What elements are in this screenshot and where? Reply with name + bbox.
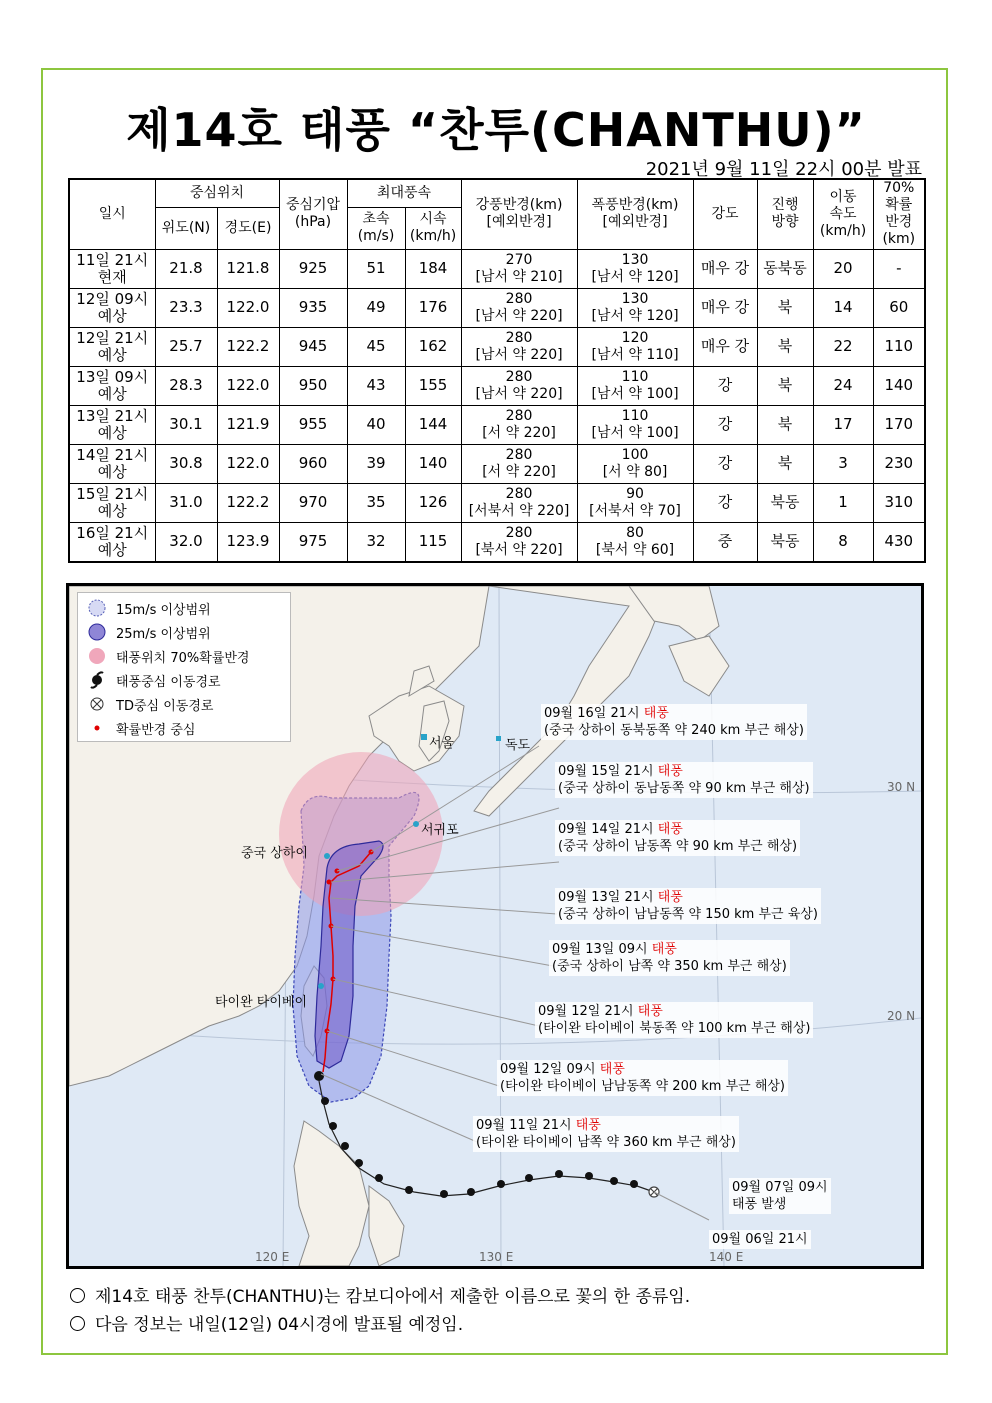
cell-intensity: 매우 강	[693, 249, 757, 288]
circle-bullet-icon	[70, 1288, 85, 1303]
cell-speed: 24	[813, 366, 873, 405]
cell-pressure: 975	[279, 522, 347, 562]
cell-lon: 122.0	[217, 444, 279, 483]
cell-speed: 3	[813, 444, 873, 483]
axis-lon-120: 120 E	[255, 1250, 290, 1264]
cell-storm-radius: 130 [남서 약 120]	[577, 249, 693, 288]
cell-intensity: 강	[693, 444, 757, 483]
footnote: 다음 정보는 내일(12일) 04시경에 발표될 예정임.	[70, 1310, 463, 1335]
cell-wind-ms: 32	[347, 522, 405, 562]
header-pressure: 중심기압 (hPa)	[279, 179, 347, 249]
cell-lon: 121.9	[217, 405, 279, 444]
cell-wind-ms: 45	[347, 327, 405, 366]
cell-intensity: 강	[693, 483, 757, 522]
header-storm-radius: 폭풍반경(km) [예외반경]	[577, 179, 693, 249]
cell-datetime: 12일 09시 예상	[69, 288, 155, 327]
cell-storm-radius: 90 [서북서 약 70]	[577, 483, 693, 522]
td-cross-icon	[86, 695, 108, 713]
cell-speed: 17	[813, 405, 873, 444]
cell-gale-radius: 280 [남서 약 220]	[461, 288, 577, 327]
cell-lat: 28.3	[155, 366, 217, 405]
cell-direction: 북	[757, 327, 813, 366]
circle-bullet-icon	[70, 1316, 85, 1331]
cell-intensity: 매우 강	[693, 327, 757, 366]
annotation: 09월 11일 21시 태풍 (타이완 타이베이 남쪽 약 360 km 부근 해상)	[473, 1116, 739, 1152]
red-dot-icon	[86, 719, 108, 737]
table-row	[69, 522, 925, 562]
cell-wind-kmh: 162	[405, 327, 461, 366]
header-kmh: 시속 (km/h)	[405, 207, 461, 249]
legend-prob-symbol	[86, 647, 108, 665]
footnote: 제14호 태풍 찬투(CHANTHU)는 캄보디아에서 제출한 이름으로 꽃의 한 종류임.	[70, 1282, 690, 1307]
cell-lat: 30.8	[155, 444, 217, 483]
header-gale-radius: 강풍반경(km) [예외반경]	[461, 179, 577, 249]
cell-wind-kmh: 155	[405, 366, 461, 405]
axis-lat-20: 20 N	[887, 1009, 916, 1023]
cell-speed: 22	[813, 327, 873, 366]
cell-prob-radius: 430	[873, 522, 925, 562]
cell-wind-ms: 39	[347, 444, 405, 483]
cell-wind-kmh: 176	[405, 288, 461, 327]
cell-gale-radius: 280 [북서 약 220]	[461, 522, 577, 562]
legend-15ms-symbol	[86, 599, 108, 617]
cell-prob-radius: 60	[873, 288, 925, 327]
cell-storm-radius: 130 [남서 약 120]	[577, 288, 693, 327]
legend-item: 태풍중심 이동경로	[86, 669, 221, 691]
cell-lat: 21.8	[155, 249, 217, 288]
header-prob-radius: 70% 확률 반경 (km)	[873, 179, 925, 249]
issue-time: 2021년 9월 11일 22시 00분 발표	[645, 159, 922, 180]
axis-lat-30: 30 N	[887, 780, 916, 794]
cell-prob-radius: 170	[873, 405, 925, 444]
label-taipei: 타이완 타이베이	[215, 995, 308, 1010]
cell-prob-radius: 230	[873, 444, 925, 483]
cell-pressure: 955	[279, 405, 347, 444]
cell-storm-radius: 100 [서 약 80]	[577, 444, 693, 483]
cell-direction: 동북동	[757, 249, 813, 288]
taipei-marker	[318, 983, 324, 989]
cell-datetime: 13일 21시 예상	[69, 405, 155, 444]
header-speed: 이동 속도 (km/h)	[813, 179, 873, 249]
cell-gale-radius: 280 [서 약 220]	[461, 444, 577, 483]
cell-datetime: 13일 09시 예상	[69, 366, 155, 405]
cell-pressure: 970	[279, 483, 347, 522]
cell-gale-radius: 270 [남서 약 210]	[461, 249, 577, 288]
cell-pressure: 945	[279, 327, 347, 366]
cell-gale-radius: 280 [남서 약 220]	[461, 366, 577, 405]
annotation-td-start: 09월 06일 21시	[709, 1230, 811, 1249]
cell-storm-radius: 110 [남서 약 100]	[577, 366, 693, 405]
label-seogwipo: 서귀포	[421, 823, 459, 838]
seoul-marker	[421, 734, 427, 740]
cell-direction: 북	[757, 444, 813, 483]
cell-datetime: 12일 21시 예상	[69, 327, 155, 366]
cell-pressure: 960	[279, 444, 347, 483]
cell-storm-radius: 80 [북서 약 60]	[577, 522, 693, 562]
table-row	[69, 483, 925, 522]
cell-lon: 122.2	[217, 483, 279, 522]
cell-lon: 122.0	[217, 366, 279, 405]
header-ms: 초속 (m/s)	[347, 207, 405, 249]
cell-lat: 31.0	[155, 483, 217, 522]
cell-intensity: 강	[693, 366, 757, 405]
annotation: 09월 14일 21시 태풍 (중국 상하이 남동쪽 약 90 km 부근 해상)	[555, 820, 800, 856]
cell-intensity: 매우 강	[693, 288, 757, 327]
annotation: 09월 12일 09시 태풍 (타이완 타이베이 남남동쪽 약 200 km 부근 해상)	[497, 1060, 788, 1096]
cell-direction: 북동	[757, 483, 813, 522]
legend-item: 태풍위치 70%확률반경	[86, 645, 250, 667]
cell-lon: 121.8	[217, 249, 279, 288]
header-center: 중심위치	[155, 179, 279, 207]
table-row	[69, 405, 925, 444]
label-dokdo: 독도	[505, 738, 531, 753]
legend-item: TD중심 이동경로	[86, 693, 213, 715]
table-row	[69, 366, 925, 405]
cell-wind-ms: 51	[347, 249, 405, 288]
cell-gale-radius: 280 [남서 약 220]	[461, 327, 577, 366]
table-row	[69, 444, 925, 483]
header-maxwind: 최대풍속	[347, 179, 461, 207]
cell-lat: 32.0	[155, 522, 217, 562]
cell-pressure: 935	[279, 288, 347, 327]
label-seoul: 서울	[429, 736, 455, 751]
cell-wind-kmh: 184	[405, 249, 461, 288]
axis-lon-130: 130 E	[479, 1250, 514, 1264]
annotation: 09월 15일 21시 태풍 (중국 상하이 동남동쪽 약 90 km 부근 해상)	[555, 762, 813, 798]
cell-lat: 25.7	[155, 327, 217, 366]
cell-wind-kmh: 115	[405, 522, 461, 562]
cell-lat: 30.1	[155, 405, 217, 444]
legend-25ms-symbol	[86, 623, 108, 641]
cell-prob-radius: 110	[873, 327, 925, 366]
typhoon-icon	[86, 671, 108, 689]
legend-item: 확률반경 중심	[86, 717, 195, 739]
cell-wind-ms: 35	[347, 483, 405, 522]
cell-wind-ms: 40	[347, 405, 405, 444]
cell-prob-radius: 310	[873, 483, 925, 522]
forecast-table	[68, 178, 926, 563]
cell-lat: 23.3	[155, 288, 217, 327]
cell-datetime: 11일 21시 현재	[69, 249, 155, 288]
annotation: 09월 16일 21시 태풍 (중국 상하이 동북동쪽 약 240 km 부근 해상)	[541, 704, 807, 740]
cell-speed: 1	[813, 483, 873, 522]
cell-wind-ms: 43	[347, 366, 405, 405]
cell-prob-radius: 140	[873, 366, 925, 405]
cell-direction: 북	[757, 288, 813, 327]
cell-speed: 20	[813, 249, 873, 288]
header-intensity: 강도	[693, 179, 757, 249]
cell-lon: 123.9	[217, 522, 279, 562]
dokdo-marker	[496, 736, 501, 741]
header-lon: 경도(E)	[217, 207, 279, 249]
cell-datetime: 15일 21시 예상	[69, 483, 155, 522]
label-shanghai: 중국 상하이	[241, 846, 308, 861]
cell-lon: 122.0	[217, 288, 279, 327]
cell-speed: 8	[813, 522, 873, 562]
probability-circle	[279, 752, 443, 916]
cell-speed: 14	[813, 288, 873, 327]
header-datetime: 일시	[69, 179, 155, 249]
table-row	[69, 327, 925, 366]
cell-gale-radius: 280 [서 약 220]	[461, 405, 577, 444]
legend-item: 25m/s 이상범위	[86, 621, 211, 643]
table-row	[69, 249, 925, 288]
annotation: 09월 13일 21시 태풍 (중국 상하이 남남동쪽 약 150 km 부근 육상)	[555, 888, 821, 924]
map-legend	[77, 592, 291, 742]
cell-prob-radius: -	[873, 249, 925, 288]
annotation: 09월 13일 09시 태풍 (중국 상하이 남쪽 약 350 km 부근 해상)	[549, 940, 790, 976]
cell-wind-ms: 49	[347, 288, 405, 327]
cell-storm-radius: 110 [남서 약 100]	[577, 405, 693, 444]
shanghai-marker	[324, 853, 330, 859]
typhoon-track-map	[66, 583, 924, 1269]
cell-wind-kmh: 140	[405, 444, 461, 483]
axis-lon-140: 140 E	[709, 1250, 744, 1264]
annotation-genesis: 09월 07일 09시 태풍 발생	[729, 1178, 831, 1214]
table-body	[69, 249, 925, 562]
header-lat: 위도(N)	[155, 207, 217, 249]
cell-intensity: 강	[693, 405, 757, 444]
cell-datetime: 14일 21시 예상	[69, 444, 155, 483]
cell-intensity: 중	[693, 522, 757, 562]
cell-storm-radius: 120 [남서 약 110]	[577, 327, 693, 366]
legend-item: 15m/s 이상범위	[86, 597, 211, 619]
cell-wind-kmh: 126	[405, 483, 461, 522]
cell-wind-kmh: 144	[405, 405, 461, 444]
annotation: 09월 12일 21시 태풍 (타이완 타이베이 북동쪽 약 100 km 부근 해상)	[535, 1002, 813, 1038]
seogwipo-marker	[413, 821, 419, 827]
cell-gale-radius: 280 [서북서 약 220]	[461, 483, 577, 522]
header-direction: 진행 방향	[757, 179, 813, 249]
page-title: 제14호 태풍 “찬투(CHANTHU)”	[126, 103, 866, 157]
cell-direction: 북	[757, 405, 813, 444]
cell-pressure: 925	[279, 249, 347, 288]
cell-pressure: 950	[279, 366, 347, 405]
cell-lon: 122.2	[217, 327, 279, 366]
cell-direction: 북동	[757, 522, 813, 562]
cell-datetime: 16일 21시 예상	[69, 522, 155, 562]
table-row	[69, 288, 925, 327]
cell-direction: 북	[757, 366, 813, 405]
